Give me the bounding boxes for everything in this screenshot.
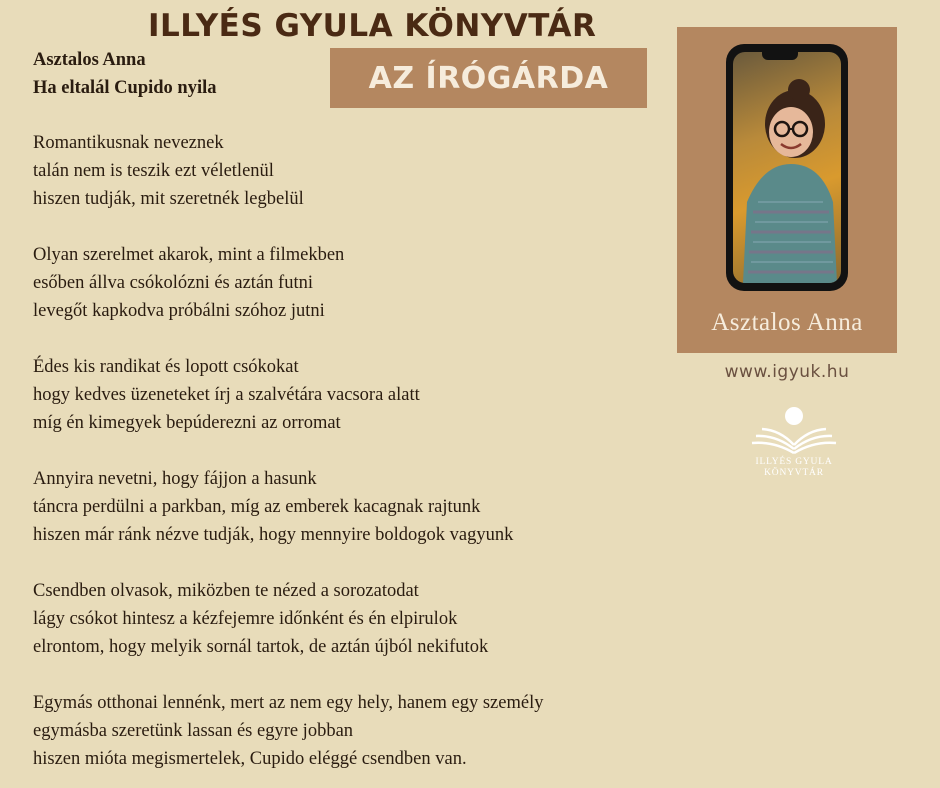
phone-frame [726,44,848,291]
stanza [33,241,543,325]
poem-line: talán nem is teszik ezt véletlenül [33,161,274,181]
poem-line: Olyan szerelmet akarok, mint a filmekben [33,245,345,265]
logo-text [744,457,844,479]
poem-line: Romantikusnak neveznek [33,133,224,153]
phone-notch [762,52,798,60]
library-logo [744,405,844,485]
portrait-illustration [733,52,841,283]
logo-text-line: KÖNYVTÁR [764,468,824,478]
stanza [33,353,543,437]
poem-line: Édes kis randikat és lopott csókokat [33,357,299,377]
poem-line: Annyira nevetni, hogy fájjon a hasunk [33,469,317,489]
stanza [33,465,543,549]
poem-author: Asztalos Anna [33,50,146,70]
poem-line: lágy csókot hintesz a kézfejemre időnként és én elpirulok [33,609,458,629]
poem-line: hiszen mióta megismertelek, Cupido eléggé csendben van. [33,749,467,769]
poem-line: táncra perdülni a parkban, míg az emberek kacagnak rajtunk [33,497,481,517]
poem-line: hogy kedves üzeneteket írj a szalvétára vacsora alatt [33,385,420,405]
poem-heading [33,46,217,102]
poem-line: Egymás otthonai lennénk, mert az nem egy hely, hanem egy személy [33,693,544,713]
website-link[interactable]: www.igyuk.hu [724,362,850,382]
section-banner [330,48,647,108]
author-name-caption: Asztalos Anna [711,309,863,336]
poem-line: egymásba szeretünk lassan és egyre jobban [33,721,354,741]
stanza [33,689,543,773]
library-title: ILLYÉS GYULA KÖNYVTÁR [148,8,597,44]
banner-label: AZ ÍRÓGÁRDA [368,60,609,96]
poem-line: míg én kimegyek bepúderezni az orromat [33,413,341,433]
poem-line: levegőt kapkodva próbálni szóhoz jutni [33,301,325,321]
author-photo-card [677,27,897,353]
poem-line: hiszen tudják, mit szeretnék legbelül [33,189,304,209]
logo-text-line: ILLYÉS GYULA [755,457,833,467]
stanza [33,129,543,213]
poem-line: Csendben olvasok, miközben te nézed a sorozatodat [33,581,419,601]
open-book-sun-icon [744,405,844,457]
poem-line: elrontom, hogy melyik sornál tartok, de aztán újból nekifutok [33,637,489,657]
poem-line: hiszen már ránk nézve tudják, hogy mennyire boldogok vagyunk [33,525,514,545]
poem-title: Ha eltalál Cupido nyila [33,78,217,98]
stanza [33,577,543,661]
poem-line: esőben állva csókolózni és aztán futni [33,273,313,293]
poem-body [33,129,543,773]
author-photo [733,52,841,283]
